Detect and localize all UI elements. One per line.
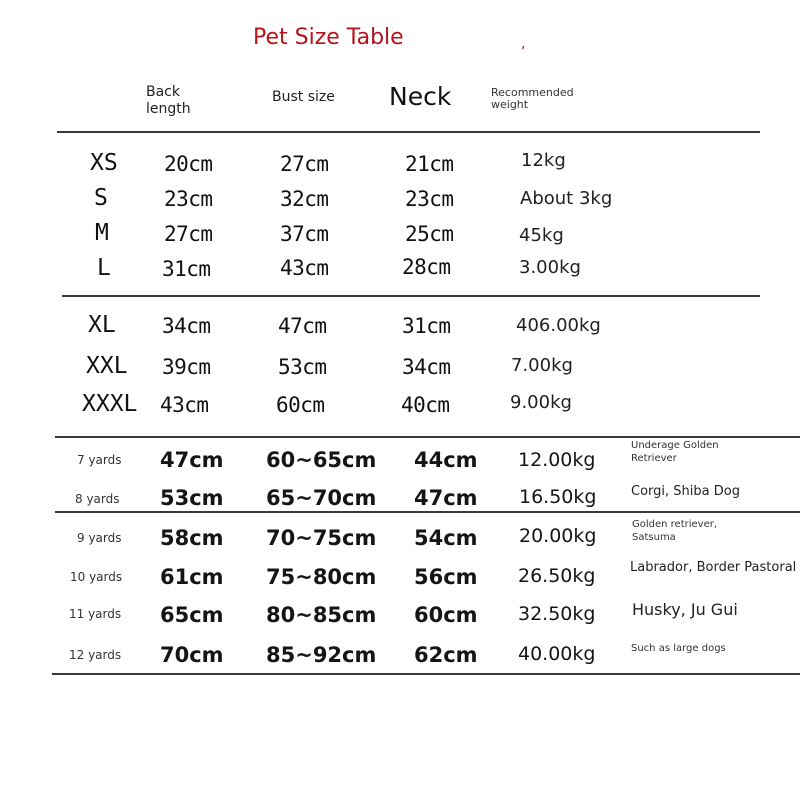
weight-cell: 20.00kg: [519, 525, 597, 547]
size-cell: 7 yards: [77, 453, 122, 467]
neck-cell: 25cm: [405, 222, 454, 246]
back-length-cell: 53cm: [160, 486, 224, 510]
back-length-cell: 70cm: [160, 643, 224, 667]
header-back-length: Back length: [146, 84, 191, 117]
breed-note: Such as large dogs: [631, 643, 726, 654]
bust-size-cell: 85~92cm: [266, 643, 377, 667]
back-length-cell: 58cm: [160, 526, 224, 550]
bust-size-cell: 70~75cm: [266, 526, 377, 550]
size-cell: XXL: [86, 353, 128, 379]
bust-size-cell: 60cm: [276, 393, 325, 417]
breed-note: Husky, Ju Gui: [632, 600, 738, 619]
neck-cell: 40cm: [401, 393, 450, 417]
back-length-cell: 23cm: [164, 187, 213, 211]
weight-cell: 9.00kg: [510, 392, 572, 413]
size-cell: 11 yards: [69, 607, 122, 621]
breed-note: Labrador, Border Pastoral: [630, 560, 797, 575]
neck-cell: 23cm: [405, 187, 454, 211]
size-cell: XL: [88, 312, 116, 338]
bust-size-cell: 43cm: [280, 256, 329, 280]
bust-size-cell: 80~85cm: [266, 603, 377, 627]
size-cell: S: [94, 185, 108, 211]
bust-size-cell: 75~80cm: [266, 565, 377, 589]
page-title: Pet Size Table: [253, 25, 404, 50]
back-length-cell: 20cm: [164, 152, 213, 176]
neck-cell: 62cm: [414, 643, 478, 667]
back-length-cell: 47cm: [160, 448, 224, 472]
neck-cell: 54cm: [414, 526, 478, 550]
size-cell: 10 yards: [70, 570, 123, 584]
header-recommended-weight: Recommended weight: [491, 86, 574, 111]
size-cell: L: [97, 255, 111, 281]
divider-group1: [62, 295, 760, 297]
weight-cell: 16.50kg: [519, 486, 597, 508]
neck-cell: 31cm: [402, 314, 451, 338]
divider-group3: [55, 511, 800, 513]
weight-cell: 26.50kg: [518, 565, 596, 587]
neck-cell: 56cm: [414, 565, 478, 589]
bust-size-cell: 37cm: [280, 222, 329, 246]
weight-cell: 3.00kg: [519, 257, 581, 278]
size-cell: XXXL: [82, 391, 138, 417]
neck-cell: 34cm: [402, 355, 451, 379]
size-cell: 9 yards: [77, 531, 122, 545]
back-length-cell: 43cm: [160, 393, 209, 417]
weight-cell: 40.00kg: [518, 643, 596, 665]
bust-size-cell: 27cm: [280, 152, 329, 176]
size-cell: 12 yards: [69, 648, 122, 662]
weight-cell: About 3kg: [520, 188, 613, 209]
back-length-cell: 39cm: [162, 355, 211, 379]
header-bust-size: Bust size: [272, 89, 335, 105]
breed-note: Golden retriever, Satsuma: [632, 519, 718, 543]
bust-size-cell: 32cm: [280, 187, 329, 211]
back-length-cell: 65cm: [160, 603, 224, 627]
weight-cell: 12kg: [521, 150, 566, 171]
weight-cell: 406.00kg: [516, 315, 601, 336]
back-length-cell: 34cm: [162, 314, 211, 338]
back-length-cell: 61cm: [160, 565, 224, 589]
neck-cell: 28cm: [402, 255, 451, 279]
weight-cell: 45kg: [519, 225, 564, 246]
bust-size-cell: 47cm: [278, 314, 327, 338]
breed-note: Underage Golden Retriever: [631, 440, 719, 464]
size-cell: M: [95, 220, 109, 246]
weight-cell: 32.50kg: [518, 603, 596, 625]
title-mark: ,: [521, 36, 526, 52]
back-length-cell: 27cm: [164, 222, 213, 246]
neck-cell: 60cm: [414, 603, 478, 627]
header-neck: Neck: [389, 82, 452, 111]
weight-cell: 7.00kg: [511, 355, 573, 376]
divider-header: [57, 131, 760, 133]
divider-group2: [55, 436, 800, 438]
neck-cell: 47cm: [414, 486, 478, 510]
bust-size-cell: 53cm: [278, 355, 327, 379]
neck-cell: 44cm: [414, 448, 478, 472]
bust-size-cell: 65~70cm: [266, 486, 377, 510]
size-cell: XS: [90, 150, 118, 176]
divider-bottom: [52, 673, 800, 675]
bust-size-cell: 60~65cm: [266, 448, 377, 472]
size-cell: 8 yards: [75, 492, 120, 506]
weight-cell: 12.00kg: [518, 449, 596, 471]
neck-cell: 21cm: [405, 152, 454, 176]
back-length-cell: 31cm: [162, 257, 211, 281]
breed-note: Corgi, Shiba Dog: [631, 484, 740, 499]
